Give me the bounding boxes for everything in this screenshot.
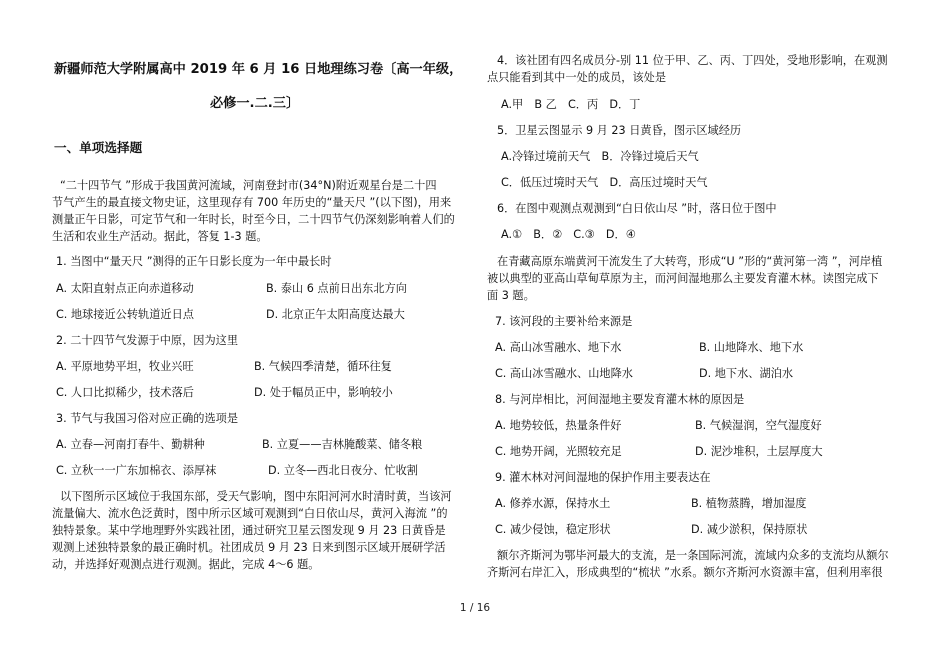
q7-stem: 7. 该河段的主要补给来源是 — [495, 315, 633, 328]
q1-option-c: C. 地球接近公转轨道近日点 — [56, 308, 194, 321]
q4-stem-continued: 点只能看到其中一处的成员，该处是 — [487, 71, 667, 84]
passage1-line: 节气产生的最直接文物史证，这里现存有 700 年历史的“量天尺 ”(以下图)，用来 — [52, 196, 452, 209]
q7-option-a: A. 高山冰雪融水、地下水 — [495, 341, 622, 354]
q3-stem: 3. 节气与我国习俗对应正确的选项是 — [56, 412, 239, 425]
q9-option-b: B. 植物蒸腾，增加湿度 — [691, 497, 807, 510]
passage1-line: “二十四节气 ”形成于我国黄河流域，河南登封市(34°N)附近观星台是二十四 — [60, 179, 437, 192]
q1-option-b: B. 泰山 6 点前日出东北方向 — [266, 282, 407, 295]
passage1-line: 测量正午日影，可定节气和一年时长，时至今日，二十四节气仍深刻影响着人们的 — [52, 213, 455, 226]
q8-option-a: A. 地势较低，热量条件好 — [495, 419, 622, 432]
q3-option-c: C. 立秋一一广东加棉衣、添厚袜 — [56, 464, 217, 477]
q4-stem: 4．该社团有四名成员分-别 11 位于甲、乙、丙、丁四处，受地形影响，在观测 — [497, 54, 888, 67]
passage3-line: 面 3 题。 — [487, 289, 535, 302]
passage2-line: 流量偏大、流水色泛黄时，图中所示区域可观测到“白日依山尽，黄河入海流 ”的 — [52, 507, 448, 520]
passage1-line: 生活和农业生产活动。据此，答复 1-3 题。 — [52, 230, 268, 243]
q9-option-c: C. 减少侵蚀，稳定形状 — [495, 523, 611, 536]
q5-options-cd: C．低压过境时天气 D．高压过境时天气 — [501, 176, 708, 189]
q8-stem: 8. 与河岸相比，河间湿地主要发育灌木林的原因是 — [495, 393, 745, 406]
passage2-line: 独特景象。某中学地理野外实践社团，通过研究卫星云图发现 9 月 23 日黄昏是 — [52, 524, 446, 537]
q8-option-d: D. 泥沙堆积，土层厚度大 — [695, 445, 823, 458]
q6-options: A.① B．② C.③ D．④ — [501, 228, 636, 241]
q1-option-d: D. 北京正午太阳高度达最大 — [266, 308, 405, 321]
q8-option-b: B. 气候湿润，空气湿度好 — [695, 419, 822, 432]
q7-option-c: C. 高山冰雪融水、山地降水 — [495, 367, 633, 380]
q7-option-b: B. 山地降水、地下水 — [699, 341, 804, 354]
passage2-line: 动，并选择好观测点进行观测。据此，完成 4～6 题。 — [52, 558, 320, 571]
doc-title-line1: 新疆师范大学附属高中 2019 年 6 月 16 日地理练习卷〔高一年级， — [54, 62, 463, 77]
q3-option-a: A. 立春—河南打春牛、勤耕种 — [56, 438, 205, 451]
passage4-line: 齐斯河右岸汇入，形成典型的“梳状 ”水系。额尔齐斯河水资源丰富，但利用率很 — [487, 566, 883, 579]
q1-option-a: A. 太阳直射点正向赤道移动 — [56, 282, 194, 295]
q8-option-c: C. 地势开阔，光照较充足 — [495, 445, 622, 458]
q2-option-b: B. 气候四季清楚，循环往复 — [254, 360, 392, 373]
passage2-line: 观测上述独特景象的最正确时机。社团成员 9 月 23 日来到图示区域开展研学活 — [52, 541, 446, 554]
q3-option-d: D. 立冬—西北日夜分、忙收割 — [268, 464, 418, 477]
passage3-line: 在青藏高原东端黄河干流发生了大转弯，形成“U ”形的“黄河第一湾 ”，河岸植 — [497, 255, 883, 268]
q7-option-d: D. 地下水、湖泊水 — [699, 367, 794, 380]
q2-option-c: C. 人口比拟稀少，技术落后 — [56, 386, 194, 399]
section-heading: 一、单项选择题 — [54, 140, 143, 155]
q6-stem: 6．在图中观测点观测到“白日依山尽 ”时，落日位于图中 — [497, 202, 777, 215]
passage3-line: 被以典型的亚高山草甸草原为主，而河间湿地那么主要发育灌木林。读图完成下 — [487, 272, 879, 285]
doc-title-line2: 必修一.二.三〕 — [210, 96, 300, 111]
q9-stem: 9. 灌木林对河间湿地的保护作用主要表达在 — [495, 471, 711, 484]
q2-stem: 2. 二十四节气发源于中原，因为这里 — [56, 334, 239, 347]
passage2-line: 以下图所示区域位于我国东部，受天气影响，图中东阳河河水时清时黄，当该河 — [60, 490, 452, 503]
q1-stem: 1. 当图中“量天尺 ”测得的正午日影长度为一年中最长时 — [56, 255, 332, 268]
q9-option-a: A. 修养水源，保持水土 — [495, 497, 611, 510]
q2-option-a: A. 平原地势平坦，牧业兴旺 — [56, 360, 194, 373]
q9-option-d: D. 减少淤积，保持原状 — [691, 523, 808, 536]
q4-options: A.甲 B 乙 C．丙 D．丁 — [501, 98, 641, 111]
passage4-line: 额尔齐斯河为鄂毕河最大的支流，是一条国际河流，流域内众多的支流均从额尔 — [497, 549, 889, 562]
page-number: 1 / 16 — [459, 602, 491, 614]
q2-option-d: D. 处于幅员正中，影响较小 — [254, 386, 393, 399]
q5-options-ab: A.冷锋过境前天气 B．冷锋过境后天气 — [501, 150, 699, 163]
q5-stem: 5．卫星云图显示 9 月 23 日黄昏，图示区域经历 — [497, 124, 742, 137]
q3-option-b: B. 立夏——吉林腌酸菜、储冬粮 — [262, 438, 423, 451]
